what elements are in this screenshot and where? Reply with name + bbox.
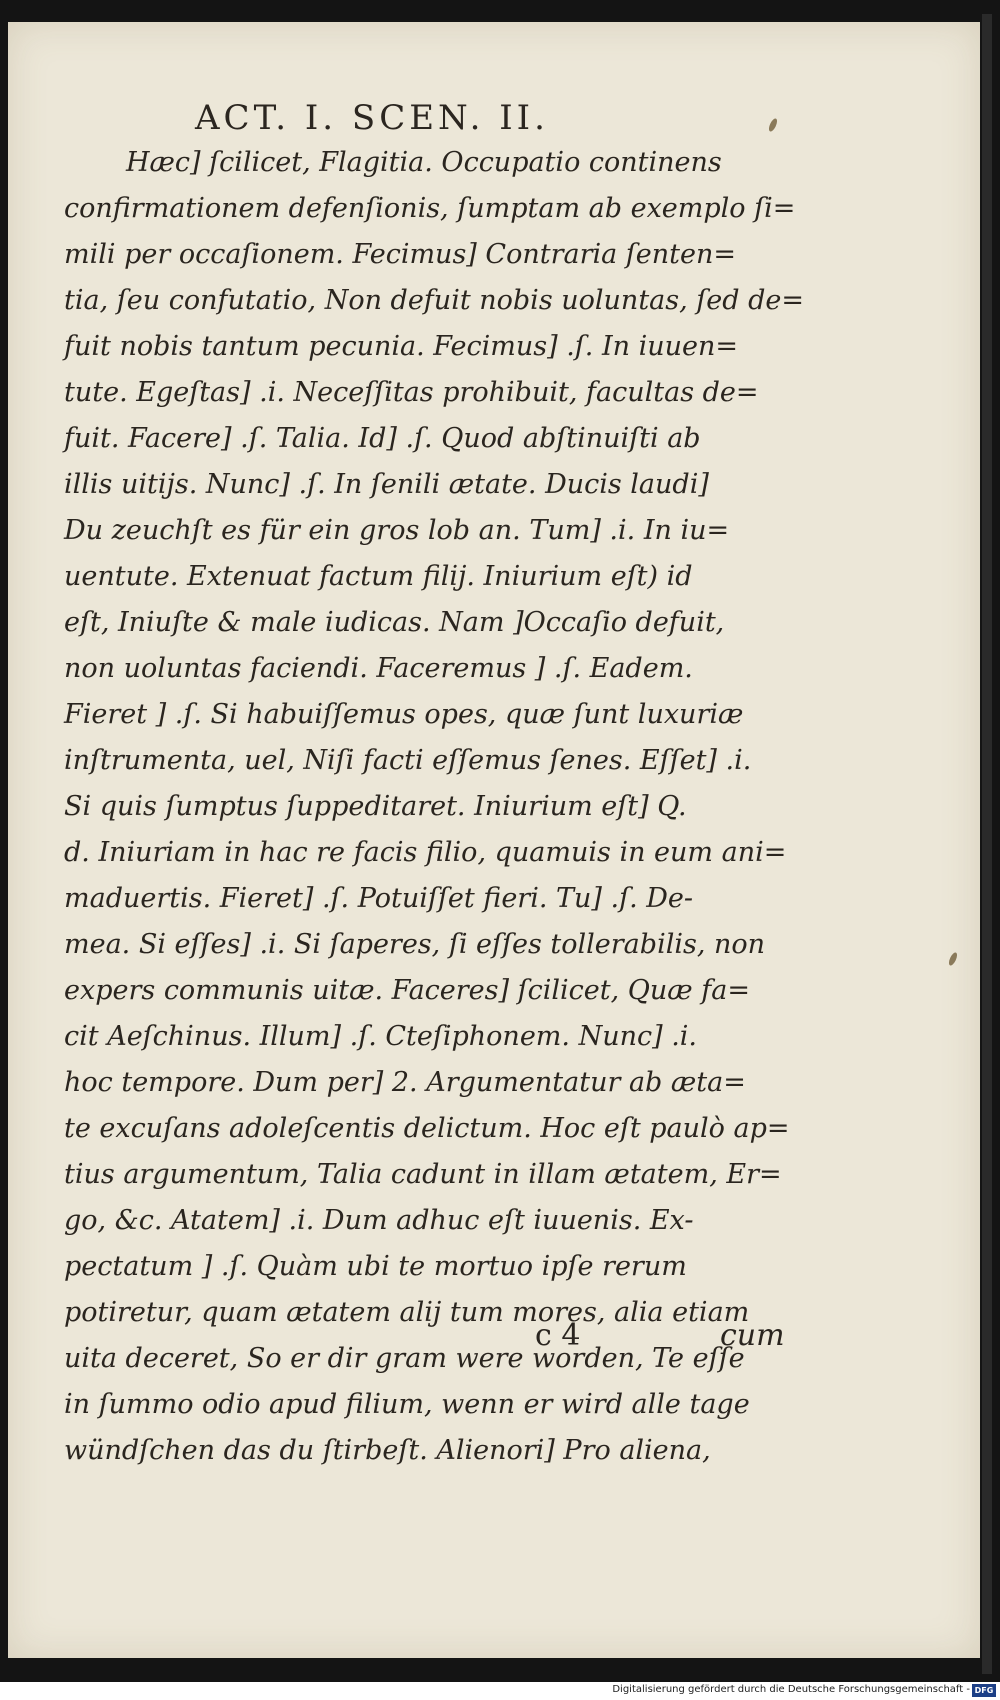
text-line: illis uitijs. Nunc] .ſ. In ſenili ætate. Ducis laudi] [64,469,709,500]
text-line: mea. Si eſſes] .i. Si ſaperes, ſi eſſes tollerabilis, non [64,929,766,960]
text-line: inſtrumenta, uel, Niſi facti eſſemus ſenes. Eſſet] .i. [64,745,752,776]
text-line: Du zeuchſt es für ein gros lob an. Tum] .i. In iu= [64,515,730,546]
text-line: go, &c. Atatem] .i. Dum adhuc eſt iuuenis. Ex- [64,1205,694,1236]
text-line: fuit nobis tantum pecunia. Fecimus] .ſ. In iuuen= [64,331,739,362]
text-line: te excuſans adoleſcentis delictum. Hoc eſt paulò ap= [64,1113,790,1144]
text-line: confirmationem defenſionis, ſumptam ab exemplo ſi= [64,193,796,224]
text-line: expers communis uitæ. Faceres] ſcilicet, Quæ fa= [64,975,750,1006]
text-line: uentute. Extenuat factum filij. Iniurium eſt) id [64,561,693,592]
text-line: fuit. Facere] .ſ. Talia. Id] .ſ. Quod abſtinuiſti ab [64,423,701,454]
text-line: d. Iniuriam in hac re facis filio, quamuis in eum ani= [64,837,787,868]
text-line: Si quis ſumptus ſuppeditaret. Iniurium eſt] Q. [64,791,687,822]
text-line: tute. Egeſtas] .i. Neceſſitas prohibuit, facultas de= [64,377,759,408]
text-line: cit Aeſchinus. Illum] .ſ. Cteſiphonem. Nunc] .i. [64,1021,698,1052]
text-line: hoc tempore. Dum per] 2. Argumentatur ab æta= [64,1067,746,1098]
text-line: mili per occaſionem. Fecimus] Contraria ſenten= [64,239,736,270]
text-line: non uoluntas faciendi. Faceremus ] .ſ. Eadem. [64,653,693,684]
dfg-logo: DFG [972,1684,996,1697]
text-line: eſt, Iniuſte & male iudicas. Nam ]Occaſio defuit, [64,607,725,638]
scan-border [982,14,992,1674]
signature-mark: c 4 [535,1318,581,1353]
text-line: pectatum ] .ſ. Quàm ubi te mortuo ipſe rerum [64,1251,687,1282]
digitization-credit: Digitalisierung gefördert durch die Deutsche Forschungsgemeinschaft - [612,1684,970,1695]
catchword: cum [720,1318,785,1353]
text-line: Hæc] ſcilicet, Flagitia. Occupatio continens [126,147,722,178]
text-line: Fieret ] .ſ. Si habuiſſemus opes, quæ ſunt luxuriæ [64,699,744,730]
text-line: wündſchen das du ſtirbeſt. Alienori] Pro aliena, [64,1435,711,1466]
running-header: ACT. I. SCEN. II. [195,98,549,138]
text-line: tius argumentum, Talia cadunt in illam ætatem, Er= [64,1159,782,1190]
text-line: tia, ſeu confutatio, Non defuit nobis uoluntas, ſed de= [64,285,805,316]
commentary-text [64,140,805,1474]
text-line: maduertis. Fieret] .ſ. Potuiſſet fieri. Tu] .ſ. De- [64,883,694,914]
text-line: in ſummo odio apud filium, wenn er wird alle tage [64,1389,750,1420]
text-line: uita deceret, So er dir gram were worden, Te eſſe [64,1343,745,1374]
text-line: potiretur, quam ætatem alij tum mores, alia etiam [64,1297,750,1328]
